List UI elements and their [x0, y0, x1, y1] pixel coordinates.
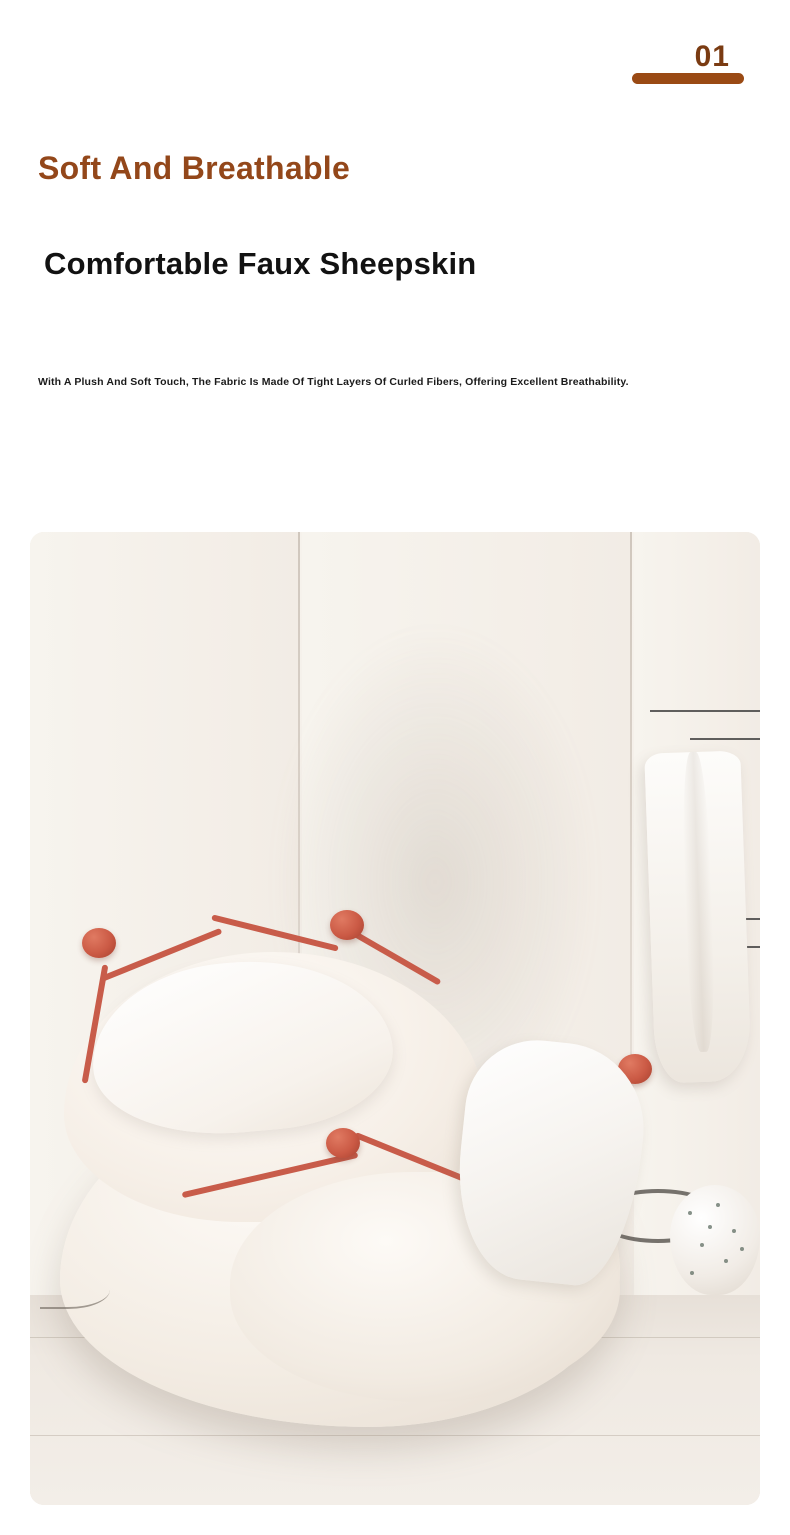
pom-pom-center [326, 1128, 360, 1158]
product-photo [30, 532, 760, 1505]
pom-pom-top [330, 910, 364, 940]
towel-rack [640, 682, 760, 1102]
rack-bar-2 [690, 738, 760, 740]
terrazzo-planter [670, 1185, 760, 1295]
page-subtitle: Comfortable Faux Sheepskin [44, 246, 477, 281]
section-number-label: 01 [694, 40, 730, 73]
page-title: Soft And Breathable [38, 150, 351, 186]
hanging-towel [644, 750, 751, 1083]
feature-description: With A Plush And Soft Touch, The Fabric Is Made Of Tight Layers Of Curled Fibers, Offering Excellent Breathability. [38, 376, 629, 388]
section-number-badge [632, 40, 752, 90]
floor-seam-2 [30, 1435, 760, 1436]
product-photo-illustration [30, 532, 760, 1505]
badge-underline-bar [632, 73, 744, 84]
pom-pom-left [82, 928, 116, 958]
rack-bar-1 [650, 710, 760, 712]
